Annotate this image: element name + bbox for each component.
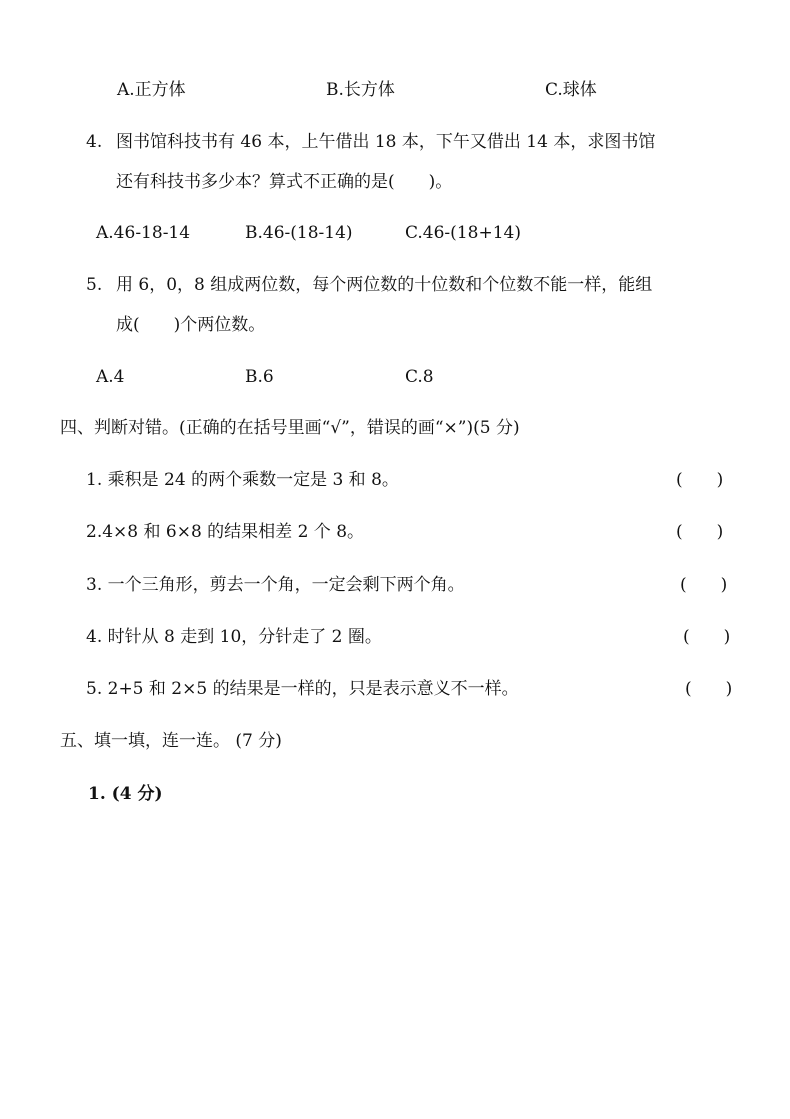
section4-title: 四、判断对错。(正确的在括号里画“√”，错误的画“×”)(5 分) [60, 418, 520, 438]
section5-sub1: 1. (4 分) [88, 784, 163, 804]
q4-number: 4. [86, 132, 103, 152]
judge-item-4: 4. 时针从 8 走到 10，分针走了 2 圈。 [86, 627, 382, 647]
q5-option-a: A.4 [96, 367, 125, 387]
q4-line1: 图书馆科技书有 46 本，上午借出 18 本，下午又借出 14 本，求图书馆 [116, 132, 656, 152]
q5-line2: 成( )个两位数。 [116, 315, 266, 335]
q4-option-c: C.46-(18+14) [405, 223, 521, 243]
q3-option-a: A.正方体 [117, 80, 186, 100]
judge-bracket-2[interactable]: ( ) [676, 522, 724, 542]
judge-bracket-4[interactable]: ( ) [683, 627, 731, 647]
q5-line1: 用 6，0，8 组成两位数，每个两位数的十位数和个位数不能一样，能组 [116, 275, 653, 295]
q4-line2: 还有科技书多少本？算式不正确的是( )。 [116, 172, 453, 192]
judge-bracket-3[interactable]: ( ) [680, 575, 728, 595]
q5-number: 5. [86, 275, 103, 295]
judge-bracket-1[interactable]: ( ) [676, 470, 724, 490]
judge-bracket-5[interactable]: ( ) [685, 679, 733, 699]
judge-item-1: 1. 乘积是 24 的两个乘数一定是 3 和 8。 [86, 470, 399, 490]
q5-option-c: C.8 [405, 367, 434, 387]
q4-option-b: B.46-(18-14) [245, 223, 353, 243]
section5-title: 五、填一填，连一连。 (7 分) [60, 731, 282, 751]
q3-option-c: C.球体 [545, 80, 597, 100]
q3-option-b: B.长方体 [326, 80, 395, 100]
judge-item-3: 3. 一个三角形，剪去一个角，一定会剩下两个角。 [86, 575, 465, 595]
q5-option-b: B.6 [245, 367, 274, 387]
q4-option-a: A.46-18-14 [96, 223, 191, 243]
judge-item-5: 5. 2+5 和 2×5 的结果是一样的，只是表示意义不一样。 [86, 679, 519, 699]
judge-item-2: 2.4×8 和 6×8 的结果相差 2 个 8。 [86, 522, 365, 542]
